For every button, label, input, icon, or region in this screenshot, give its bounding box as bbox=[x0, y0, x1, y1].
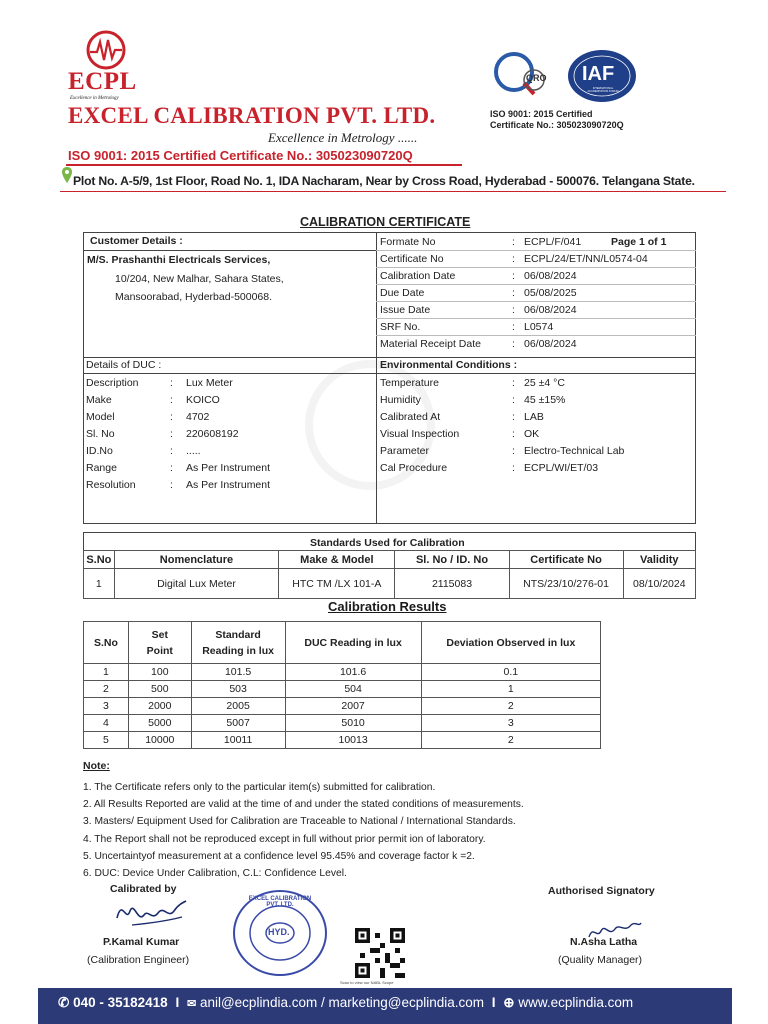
cert-info-sep: : bbox=[512, 236, 515, 248]
iaf-text: IAF bbox=[582, 63, 615, 85]
badge-cert-no: Certificate No.: 305023090720Q bbox=[490, 120, 624, 130]
company-address: Plot No. A-5/9, 1st Floor, Road No. 1, IDA Nacharam, Near by Cross Road, Hyderabad - 500076. Telangana State. bbox=[73, 174, 695, 188]
env-value: OK bbox=[524, 428, 540, 440]
results-heading: Calibration Results bbox=[328, 599, 447, 614]
env-value: LAB bbox=[524, 411, 544, 423]
badge-iso: ISO 9001: 2015 Certified bbox=[490, 109, 593, 119]
duc-label: Sl. No bbox=[86, 428, 115, 440]
engineer-name: P.Kamal Kumar bbox=[103, 936, 180, 948]
cert-info-value: ECPL/F/041 bbox=[524, 236, 582, 248]
table-cell: 1 bbox=[421, 681, 600, 698]
env-label: Visual Inspection bbox=[380, 428, 460, 440]
env-heading: Environmental Conditions : bbox=[380, 359, 518, 371]
qr-caption: Scan to view our NABL Scope bbox=[340, 980, 394, 985]
header-rule-red bbox=[66, 164, 462, 166]
iaf-ring-text: INTERNATIONAL ACCREDITATION FORUM bbox=[587, 87, 619, 93]
table-cell: HTC TM /LX 101-A bbox=[279, 569, 395, 599]
globe-icon: ⊕ bbox=[503, 995, 515, 1010]
standards-header-cell: Validity bbox=[623, 551, 695, 569]
table-cell: 2005 bbox=[191, 698, 285, 715]
cert-info-rule bbox=[376, 335, 696, 336]
qr-code-icon bbox=[355, 928, 405, 983]
table-cell: 08/10/2024 bbox=[623, 569, 695, 599]
duc-label: Make bbox=[86, 394, 112, 406]
duc-sep: : bbox=[170, 377, 173, 389]
manager-role: (Quality Manager) bbox=[558, 954, 643, 966]
duc-label: Range bbox=[86, 462, 117, 474]
note-item: 4. The Report shall not be reproduced except in full without prior permit ion of laboratory. bbox=[83, 833, 486, 845]
env-label: Humidity bbox=[380, 394, 421, 406]
cert-info-value: 06/08/2024 bbox=[524, 304, 577, 316]
standards-header-cell: Sl. No / ID. No bbox=[395, 551, 509, 569]
duc-heading: Details of DUC : bbox=[86, 359, 162, 371]
standards-heading: Standards Used for Calibration bbox=[310, 537, 465, 549]
results-header-cell: DUC Reading in lux bbox=[285, 622, 421, 664]
cert-info-sep: : bbox=[512, 287, 515, 299]
results-header-cell: Standard Reading in lux bbox=[191, 622, 285, 664]
cert-info-label: Due Date bbox=[380, 287, 425, 299]
env-value: 25 ±4 °C bbox=[524, 377, 565, 389]
note-item: 3. Masters/ Equipment Used for Calibration are Traceable to National / International Standards. bbox=[83, 816, 516, 828]
results-header-cell: S.No bbox=[84, 622, 129, 664]
table-row bbox=[84, 569, 696, 599]
duc-value: 220608192 bbox=[186, 428, 239, 440]
env-label: Cal Procedure bbox=[380, 462, 448, 474]
env-label: Calibrated At bbox=[380, 411, 441, 423]
duc-value: KOICO bbox=[186, 394, 220, 406]
duc-value: ..... bbox=[186, 445, 201, 457]
table-cell: 5000 bbox=[128, 715, 191, 732]
table-row bbox=[84, 681, 601, 698]
table-cell: 0.1 bbox=[421, 664, 600, 681]
table-cell: Digital Lux Meter bbox=[114, 569, 279, 599]
table-cell: 2007 bbox=[285, 698, 421, 715]
table-cell: NTS/23/10/276-01 bbox=[509, 569, 623, 599]
table-cell: 10013 bbox=[285, 732, 421, 749]
cert-info-label: Formate No bbox=[380, 236, 436, 248]
footer-content bbox=[58, 995, 633, 1011]
table-row bbox=[84, 698, 601, 715]
cert-info-sep: : bbox=[512, 304, 515, 316]
table-cell: 503 bbox=[191, 681, 285, 698]
cert-info-sep: : bbox=[512, 253, 515, 265]
address-rule bbox=[60, 191, 726, 192]
note-item: 1. The Certificate refers only to the particular item(s) submitted for calibration. bbox=[83, 782, 436, 793]
doc-title: CALIBRATION CERTIFICATE bbox=[300, 215, 471, 229]
company-stamp bbox=[230, 888, 330, 978]
env-sep: : bbox=[512, 462, 515, 474]
engineer-signature-icon bbox=[112, 893, 192, 938]
table-cell: 4 bbox=[84, 715, 129, 732]
table-cell: 5010 bbox=[285, 715, 421, 732]
customer-address1: 10/204, New Malhar, Sahara States, bbox=[115, 273, 284, 285]
standards-header-cell: Nomenclature bbox=[114, 551, 279, 569]
cert-info-rule bbox=[376, 301, 696, 302]
table-cell: 10000 bbox=[128, 732, 191, 749]
authorised-label: Authorised Signatory bbox=[548, 885, 655, 897]
duc-sep: : bbox=[170, 428, 173, 440]
duc-label: Resolution bbox=[86, 479, 136, 491]
cert-info-label: Material Receipt Date bbox=[380, 338, 481, 350]
page-number: Page 1 of 1 bbox=[611, 236, 667, 248]
cert-info-rule bbox=[376, 284, 696, 285]
standards-header-cell: Certificate No bbox=[509, 551, 623, 569]
table-row bbox=[84, 732, 601, 749]
table-cell: 2 bbox=[84, 681, 129, 698]
duc-label: ID.No bbox=[86, 445, 113, 457]
cert-info-value: 06/08/2024 bbox=[524, 270, 577, 282]
iaf-badge bbox=[566, 48, 638, 104]
duc-sep: : bbox=[170, 445, 173, 457]
footer-sep-2: I bbox=[491, 995, 496, 1010]
table-cell: 2115083 bbox=[395, 569, 509, 599]
cert-info-value: 06/08/2024 bbox=[524, 338, 577, 350]
note-item: 5. Uncertaintyof measurement at a confidence level 95.45% and coverage factor k =2. bbox=[83, 850, 475, 862]
table-cell: 1 bbox=[84, 569, 115, 599]
cert-info-rule bbox=[376, 318, 696, 319]
duc-sep: : bbox=[170, 394, 173, 406]
duc-value: As Per Instrument bbox=[186, 479, 271, 491]
standards-table bbox=[83, 550, 696, 599]
env-sep: : bbox=[512, 377, 515, 389]
cert-info-label: Certificate No bbox=[380, 253, 444, 265]
duc-label: Model bbox=[86, 411, 115, 423]
table-cell: 1 bbox=[84, 664, 129, 681]
cert-info-label: SRF No. bbox=[380, 321, 421, 333]
table-cell: 500 bbox=[128, 681, 191, 698]
results-header-cell: Deviation Observed in lux bbox=[421, 622, 600, 664]
table-cell: 101.6 bbox=[285, 664, 421, 681]
customer-address2: Mansoorabad, Hyderbad-500068. bbox=[115, 291, 273, 303]
company-logo bbox=[68, 28, 148, 108]
iso-line: ISO 9001: 2015 Certified Certificate No.: 305023090720Q bbox=[68, 148, 413, 163]
env-label: Parameter bbox=[380, 445, 430, 457]
env-sep: : bbox=[512, 394, 515, 406]
env-value: ECPL/WI/ET/03 bbox=[524, 462, 599, 474]
env-label: Temperature bbox=[380, 377, 439, 389]
company-name: EXCEL CALIBRATION PVT. LTD. bbox=[68, 103, 436, 128]
table-cell: 504 bbox=[285, 681, 421, 698]
customer-heading: Customer Details : bbox=[90, 235, 183, 247]
table-cell: 101.5 bbox=[191, 664, 285, 681]
company-tagline: Excellence in Metrology ...... bbox=[268, 130, 418, 145]
standards-header-cell: Make & Model bbox=[279, 551, 395, 569]
calibrated-by-label: Calibrated by bbox=[110, 883, 177, 895]
footer-website[interactable]: www.ecplindia.com bbox=[518, 995, 634, 1010]
duc-value: Lux Meter bbox=[186, 377, 233, 389]
details-vdivider bbox=[376, 232, 377, 524]
duc-value: 4702 bbox=[186, 411, 210, 423]
table-cell: 10011 bbox=[191, 732, 285, 749]
env-value: 45 ±15% bbox=[524, 394, 566, 406]
duc-sep: : bbox=[170, 479, 173, 491]
cert-info-value: L0574 bbox=[524, 321, 554, 333]
customer-rule bbox=[83, 250, 376, 251]
customer-name: M/S. Prashanthi Electricals Services, bbox=[87, 254, 271, 266]
logo-tagline: Excellence in Metrology bbox=[70, 96, 119, 101]
cert-info-rule bbox=[376, 267, 696, 268]
table-cell: 2 bbox=[421, 732, 600, 749]
table-row bbox=[84, 664, 601, 681]
footer-sep-1: I bbox=[175, 995, 180, 1010]
cert-info-sep: : bbox=[512, 270, 515, 282]
mail-icon: ✉ bbox=[186, 998, 197, 1010]
env-sep: : bbox=[512, 428, 515, 440]
phone-icon: ✆ bbox=[58, 995, 70, 1010]
cert-info-rule bbox=[376, 250, 696, 251]
results-header-cell: Set Point bbox=[128, 622, 191, 664]
standards-header-row bbox=[84, 551, 696, 569]
standards-header-cell: S.No bbox=[84, 551, 115, 569]
cert-info-label: Calibration Date bbox=[380, 270, 456, 282]
env-sep: : bbox=[512, 445, 515, 457]
note-item: 6. DUC: Device Under Calibration, C.L: Confidence Level. bbox=[83, 868, 347, 879]
table-row bbox=[84, 715, 601, 732]
cert-info-value: 05/08/2025 bbox=[524, 287, 577, 299]
results-table bbox=[83, 621, 601, 749]
table-cell: 3 bbox=[84, 698, 129, 715]
footer-phone: 040 - 35182418 bbox=[73, 995, 168, 1010]
results-header-row bbox=[84, 622, 601, 664]
table-cell: 100 bbox=[128, 664, 191, 681]
duc-sep: : bbox=[170, 462, 173, 474]
table-cell: 5 bbox=[84, 732, 129, 749]
cert-info-sep: : bbox=[512, 338, 515, 350]
qro-logo-icon bbox=[488, 50, 558, 106]
table-cell: 2 bbox=[421, 698, 600, 715]
duc-value: As Per Instrument bbox=[186, 462, 271, 474]
cert-info-value: ECPL/24/ET/NN/L0574-04 bbox=[524, 253, 648, 265]
notes-heading: Note: bbox=[83, 760, 110, 772]
table-cell: 2000 bbox=[128, 698, 191, 715]
qro-badge bbox=[488, 50, 558, 106]
duc-label: Description bbox=[86, 377, 139, 389]
stamp-ring-text: EXCEL CALIBRATION PVT. LTD. bbox=[248, 896, 312, 908]
cert-info-label: Issue Date bbox=[380, 304, 431, 316]
table-cell: 3 bbox=[421, 715, 600, 732]
table-cell: 5007 bbox=[191, 715, 285, 732]
env-sep: : bbox=[512, 411, 515, 423]
stamp-center-text: HYD. bbox=[268, 927, 290, 937]
env-value: Electro-Technical Lab bbox=[524, 445, 625, 457]
location-pin-icon bbox=[62, 167, 72, 188]
logo-text: ECPL bbox=[68, 68, 137, 95]
footer-email[interactable]: anil@ecplindia.com / marketing@ecplindia.com bbox=[199, 995, 484, 1010]
engineer-role: (Calibration Engineer) bbox=[87, 954, 190, 966]
cert-info-sep: : bbox=[512, 321, 515, 333]
note-item: 2. All Results Reported are valid at the time of and under the stated conditions of measurements. bbox=[83, 799, 524, 811]
manager-name: N.Asha Latha bbox=[570, 936, 638, 948]
qro-text: QRO bbox=[526, 73, 547, 83]
duc-sep: : bbox=[170, 411, 173, 423]
